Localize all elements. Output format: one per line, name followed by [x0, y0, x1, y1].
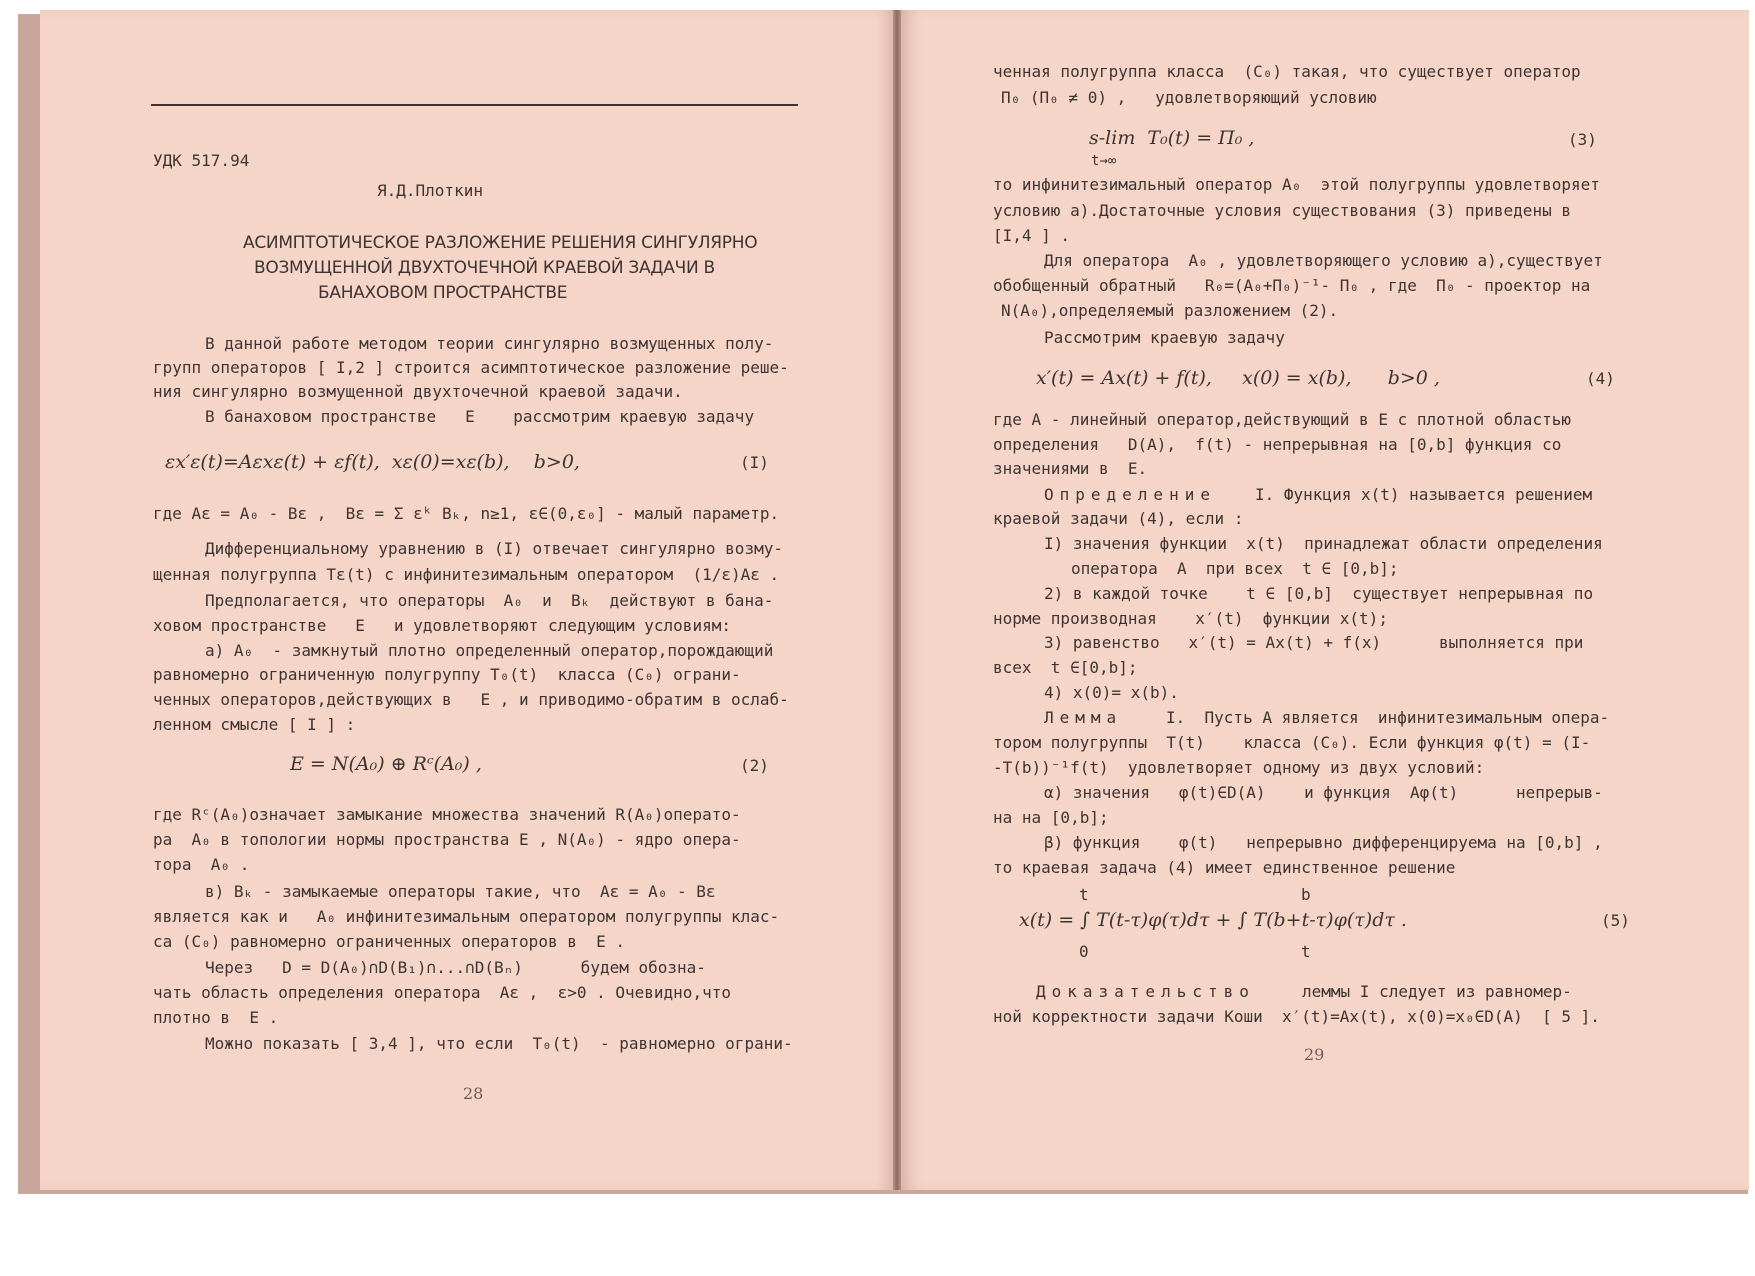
article-title-line-3: БАНАХОВОМ ПРОСТРАНСТВЕ [318, 283, 568, 303]
paragraph-line: в) Bₖ - замыкаемые операторы такие, что Aε = A₀ - Bε [205, 882, 716, 901]
udc-code: УДК 517.94 [153, 151, 250, 170]
paragraph-line: В банаховом пространстве E рассмотрим краевую задачу [205, 407, 755, 426]
book-gutter [893, 10, 901, 1190]
paragraph-line: ховом пространстве E и удовлетворяют следующим условиям: [153, 616, 731, 635]
paragraph-line: щенная полугруппа Tε(t) с инфинитезимальным оператором (1/ε)Aε . [153, 565, 780, 584]
paragraph-line: 3) равенство x′(t) = Ax(t) + f(x) выполняется при [1044, 633, 1584, 652]
paragraph-line: норме производная x′(t) функции x(t); [993, 609, 1388, 628]
paragraph-line: обобщенный обратный R₀=(A₀+Π₀)⁻¹- Π₀ , где Π₀ - проектор на [993, 276, 1591, 295]
paragraph-line: ченная полугруппа класса (C₀) такая, что существует оператор [993, 62, 1581, 81]
paragraph-line: а) A₀ - замкнутый плотно определенный оператор,порождающий [205, 641, 774, 660]
paragraph-line: является как и A₀ инфинитезимальным оператором полугруппы клас- [153, 907, 780, 926]
paragraph-line: равномерно ограниченную полугруппу T₀(t) класса (C₀) ограни- [153, 665, 741, 684]
paragraph-line: где Aε = A₀ - Bε , Bε = Σ εᵏ Bₖ, n≥1, ε∈(0,ε₀] - малый параметр. [153, 504, 780, 523]
header-rule [151, 104, 798, 106]
paragraph-line: В данной работе методом теории сингулярно возмущенных полу- [205, 334, 774, 353]
equation-5-number: (5) [1601, 911, 1630, 930]
paragraph-line: Рассмотрим краевую задачу [1044, 328, 1285, 347]
lemma-heading: Лемма [1044, 708, 1123, 727]
equation-2-number: (2) [740, 756, 769, 775]
equation-5-limit-upper-2: b [1301, 885, 1311, 904]
paragraph-line: ченных операторов,действующих в E , и приводимо-обратим в ослаб- [153, 690, 789, 709]
equation-5-limit-upper-1: t [1079, 885, 1089, 904]
paragraph-line: где Rᶜ(A₀)означает замыкание множества значений R(A₀)операто- [153, 805, 741, 824]
paragraph-line: чать область определения оператора Aε , ε>0 . Очевидно,что [153, 983, 731, 1002]
equation-5-limit-lower-1: 0 [1079, 942, 1089, 961]
equation-3-number: (3) [1568, 130, 1597, 149]
paragraph-line: групп операторов [ I,2 ] строится асимптотическое разложение реше- [153, 358, 789, 377]
article-title-line-1: АСИМПТОТИЧЕСКОЕ РАЗЛОЖЕНИЕ РЕШЕНИЯ СИНГУЛЯРНО [243, 233, 758, 253]
paragraph-line: то краевая задача (4) имеет единственное решение [993, 858, 1456, 877]
equation-3-subscript: t→∞ [1091, 153, 1117, 169]
paragraph-line: Для оператора A₀ , удовлетворяющего условию а),существует [1044, 251, 1603, 270]
paragraph-line: Дифференциальному уравнению в (I) отвечает сингулярно возму- [205, 539, 783, 558]
paragraph-line: Предполагается, что операторы A₀ и Bₖ действуют в бана- [205, 591, 774, 610]
paragraph-line: 2) в каждой точке t ∈ [0,b] существует непрерывная по [1044, 584, 1594, 603]
paragraph-line: I) значения функции x(t) принадлежат области определения [1044, 534, 1603, 553]
paragraph-line: Π₀ (Π₀ ≠ 0) , удовлетворяющий условию [1001, 88, 1377, 107]
paragraph-line: где A - линейный оператор,действующий в E с плотной областью [993, 410, 1571, 429]
equation-3: s-lim T₀(t) = Π₀ , [1089, 127, 1255, 149]
paragraph-line: леммы I следует из равномер- [1302, 982, 1572, 1001]
paragraph-line: ной корректности задачи Коши x′(t)=Ax(t), x(0)=x₀∈D(A) [ 5 ]. [993, 1007, 1600, 1026]
paragraph-line: -T(b))⁻¹f(t) удовлетворяет одному из двух условий: [993, 758, 1485, 777]
proof-heading: Доказательство [1036, 982, 1255, 1001]
equation-1: εx′ε(t)=Aεxε(t) + εf(t), xε(0)=xε(b), b>0, [165, 451, 580, 473]
definition-heading: Определение [1044, 485, 1216, 504]
paragraph-line: на на [0,b]; [993, 808, 1109, 827]
page-number-right: 29 [1304, 1045, 1325, 1064]
paragraph-line: плотно в E . [153, 1008, 279, 1027]
paragraph-line: Через D = D(A₀)∩D(B₁)∩...∩D(Bₙ) будем обозна- [205, 958, 706, 977]
equation-4-number: (4) [1586, 369, 1615, 388]
equation-4: x′(t) = Ax(t) + f(t), x(0) = x(b), b>0 , [1036, 367, 1440, 389]
equation-5: x(t) = ∫ T(t-τ)φ(τ)dτ + ∫ T(b+t-τ)φ(τ)dτ . [1019, 909, 1407, 931]
right-page [901, 10, 1749, 1190]
paragraph-line: N(A₀),определяемый разложением (2). [1001, 301, 1339, 320]
paragraph-line: Можно показать [ 3,4 ], что если T₀(t) - равномерно ограни- [205, 1034, 793, 1053]
paragraph-line: тором полугруппы T(t) класса (C₀). Если функция φ(t) = (I- [993, 733, 1591, 752]
paragraph-line: 4) x(0)= x(b). [1044, 683, 1179, 702]
equation-5-limit-lower-2: t [1301, 942, 1311, 961]
author-name: Я.Д.Плоткин [377, 181, 483, 200]
paragraph-line: ра A₀ в топологии нормы пространства E , N(A₀) - ядро опера- [153, 830, 741, 849]
equation-2: E = N(A₀) ⊕ Rᶜ(A₀) , [290, 753, 482, 775]
paragraph-line: условию а).Достаточные условия существования (3) приведены в [993, 201, 1571, 220]
paragraph-line: I. Пусть A является инфинитезимальным опера- [1166, 708, 1610, 727]
paragraph-line: α) значения φ(t)∈D(A) и функция Aφ(t) непрерыв- [1044, 783, 1603, 802]
paragraph-line: [I,4 ] . [993, 226, 1071, 245]
paragraph-line: са (C₀) равномерно ограниченных операторов в E . [153, 932, 626, 951]
left-page [40, 10, 895, 1190]
paragraph-line: тора A₀ . [153, 855, 250, 874]
paragraph-line: то инфинитезимальный оператор A₀ этой полугруппы удовлетворяет [993, 175, 1600, 194]
paragraph-line: оператора A при всех t ∈ [0,b]; [1071, 559, 1399, 578]
paragraph-line: значениями в E. [993, 459, 1148, 478]
paragraph-line: определения D(A), f(t) - непрерывная на [0,b] функция со [993, 435, 1562, 454]
paragraph-line: краевой задачи (4), если : [993, 509, 1244, 528]
paragraph-line: β) функция φ(t) непрерывно дифференцируема на [0,b] , [1044, 833, 1603, 852]
paragraph-line: ленном смысле [ I ] : [153, 715, 356, 734]
paragraph-line: I. Функция x(t) называется решением [1255, 485, 1593, 504]
article-title-line-2: ВОЗМУЩЕННОЙ ДВУХТОЧЕЧНОЙ КРАЕВОЙ ЗАДАЧИ В [254, 258, 715, 278]
page-number-left: 28 [463, 1084, 484, 1103]
equation-1-number: (I) [740, 453, 769, 472]
paragraph-line: всех t ∈[0,b]; [993, 658, 1138, 677]
paragraph-line: ния сингулярно возмущенной двухточечной краевой задачи. [153, 382, 683, 401]
